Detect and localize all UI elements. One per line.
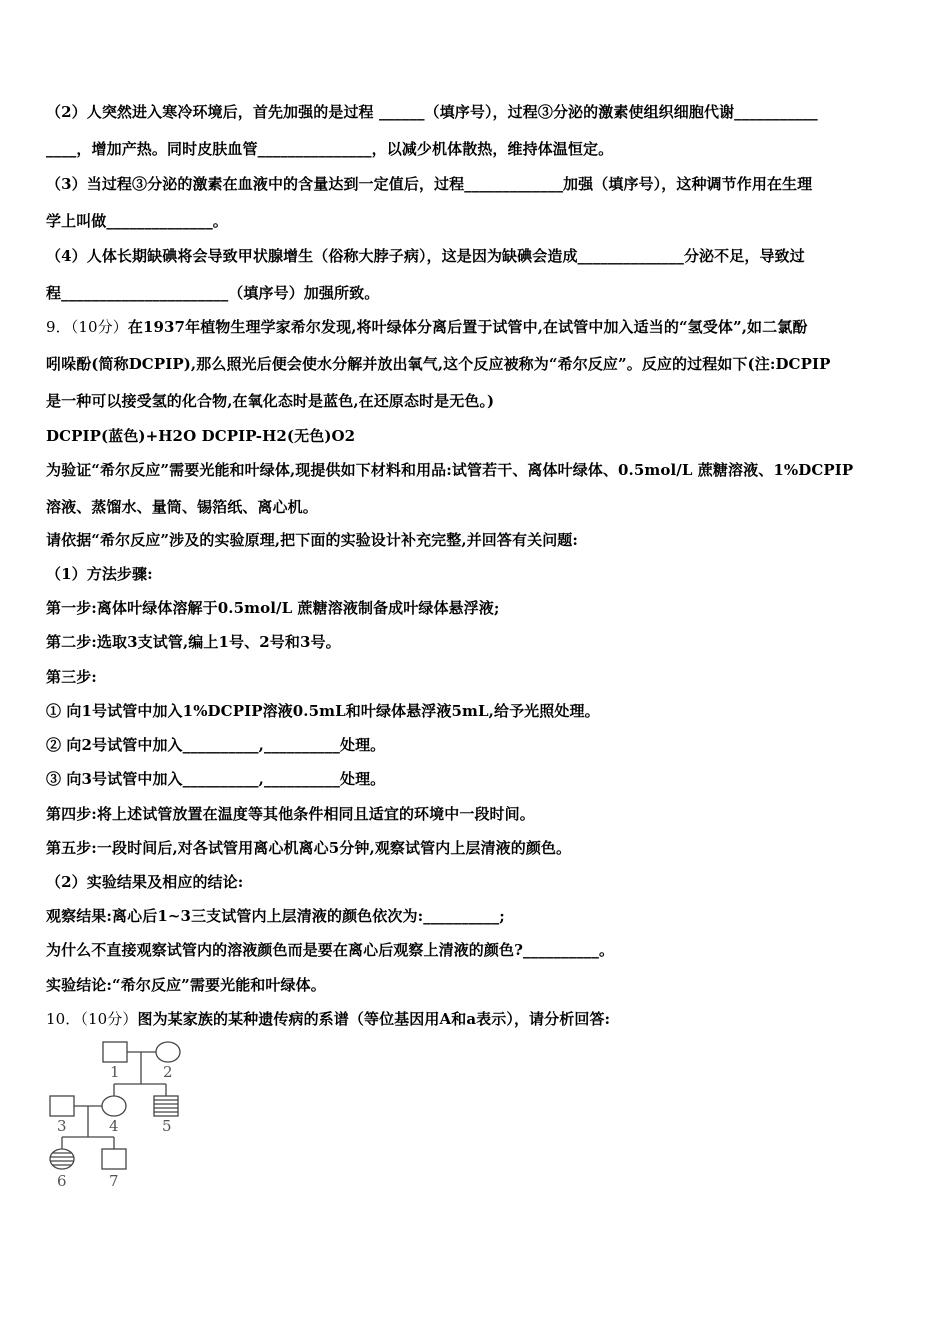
question-text: 在1937年植物生理学家希尔发现,将叶绿体分离后置于试管中,在试管中加入适当的“氢受体”,如二氯酚: [127, 318, 808, 336]
pedigree-male-7: [102, 1149, 126, 1169]
question-number: 10．: [46, 1010, 81, 1028]
text-line: 第三步:: [46, 668, 97, 686]
text-line: 第一步:离体叶绿体溶解于0.5mol/L 蔗糖溶液制备成叶绿体悬浮液;: [46, 599, 500, 617]
text-line: 为什么不直接观察试管内的溶液颜色而是要在离心后观察上清液的颜色?__________。: [46, 941, 615, 959]
text-line: 学上叫做______________。: [46, 212, 228, 230]
pedigree-female-4: [102, 1096, 126, 1116]
text-line: 实验结论:“希尔反应”需要光能和叶绿体。: [46, 976, 326, 994]
text-line: 第五步:一段时间后,对各试管用离心机离心5分钟,观察试管内上层清液的颜色。: [46, 839, 572, 857]
text-line: （1）方法步骤:: [46, 565, 153, 583]
pedigree-chart: [40, 1035, 200, 1195]
pedigree-label-2: 2: [163, 1063, 173, 1081]
text-line: 为验证“希尔反应”需要光能和叶绿体,现提供如下材料和用品:试管若干、离体叶绿体、0.5mol/L 蔗糖溶液、1%DCPIP: [46, 461, 854, 479]
question-text: 图为某家族的某种遗传病的系谱（等位基因用A和a表示），请分析回答:: [137, 1010, 611, 1028]
pedigree-label-7: 7: [109, 1172, 119, 1190]
question-9-line: [46, 317, 916, 337]
text-line: 第二步:选取3支试管,编上1号、2号和3号。: [46, 633, 341, 651]
pedigree-label-4: 4: [109, 1117, 119, 1135]
pedigree-male-3: [50, 1096, 74, 1116]
pedigree-label-3: 3: [57, 1117, 67, 1135]
question-number: 9．: [46, 318, 71, 336]
pedigree-label-6: 6: [57, 1172, 67, 1190]
pedigree-male-1: [103, 1042, 127, 1062]
text-line: 是一种可以接受氢的化合物,在氧化态时是蓝色,在还原态时是无色。): [46, 392, 495, 410]
question-10-line: [46, 1009, 916, 1029]
text-line: ② 向2号试管中加入__________,__________处理。: [46, 736, 386, 754]
text-line: 程______________________（填序号）加强所致。: [46, 284, 380, 302]
text-line: 溶液、蒸馏水、量筒、锡箔纸、离心机。: [46, 498, 318, 516]
text-line: ____，增加产热。同时皮肤血管_______________，以减少机体散热，维持体温恒定。: [46, 140, 614, 158]
text-line: （4）人体长期缺碘将会导致甲状腺增生（俗称大脖子病），这是因为缺碘会造成______________分泌不足，导致过: [46, 247, 805, 265]
text-line: 第四步:将上述试管放置在温度等其他条件相同且适宜的环境中一段时间。: [46, 805, 535, 823]
text-line: （2）人突然进入寒冷环境后，首先加强的是过程 ______（填序号），过程③分泌的激素使组织细胞代谢___________: [46, 103, 818, 121]
text-line: 吲哚酚(简称DCPIP),那么照光后便会使水分解并放出氧气,这个反应被称为“希尔反应”。反应的过程如下(注:DCPIP: [46, 355, 831, 373]
equation-line: DCPIP(蓝色)+H2O DCPIP-H2(无色)O2: [46, 427, 356, 445]
pedigree-affected-female-6: [50, 1149, 74, 1169]
pedigree-female-2: [156, 1042, 180, 1062]
text-line: ③ 向3号试管中加入__________,__________处理。: [46, 770, 386, 788]
pedigree-affected-male-5: [154, 1096, 178, 1116]
text-line: 观察结果:离心后1~3三支试管内上层清液的颜色依次为:__________;: [46, 907, 505, 925]
question-score: （10分）: [80, 1010, 138, 1028]
question-score: （10分）: [70, 318, 128, 336]
text-line: 请依据“希尔反应”涉及的实验原理,把下面的实验设计补充完整,并回答有关问题:: [46, 531, 579, 549]
text-line: （2）实验结果及相应的结论:: [46, 873, 244, 891]
text-line: ① 向1号试管中加入1%DCPIP溶液0.5mL和叶绿体悬浮液5mL,给予光照处理。: [46, 702, 600, 720]
pedigree-label-5: 5: [162, 1117, 172, 1135]
text-line: （3）当过程③分泌的激素在血液中的含量达到一定值后，过程_____________加强（填序号），这种调节作用在生理: [46, 175, 813, 193]
pedigree-label-1: 1: [110, 1063, 120, 1081]
